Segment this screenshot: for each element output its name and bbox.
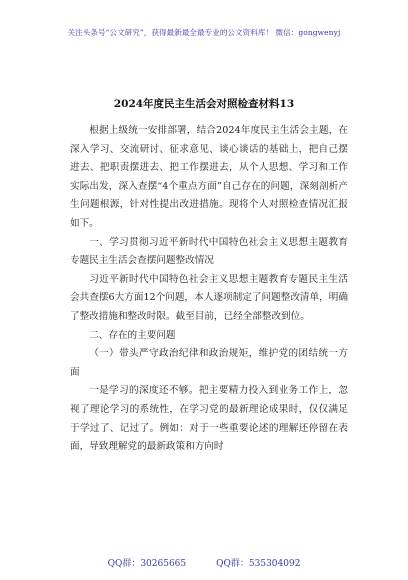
document-body — [70, 122, 348, 457]
paragraph-rectification: 习近平新时代中国特色社会主义思想主题教育专题民主生活会共查摆6大方面12个问题，本人逐项制定了问题整改清单，明确了整改措施和整改时限。截至目前，已经全部整改到位。 — [70, 273, 348, 322]
section-heading-1: 一、学习贯彻习近平新时代中国特色社会主义思想主题教育专题民主生活会查摆问题整改情况 — [70, 236, 348, 267]
paragraph-intro: 根据上级统一安排部署，结合2024年度民主生活会主题，在深入学习、交流研讨、征求意见、谈心谈话的基础上，把自己摆进去、把职责摆进去、把工作摆进去，从个人思想、学习和工作实际出发，深入查摆“4个重点方面”自己存在的问题，深刻剖析产生问题根源，针对性提出改进措施。现将个人对照检查情况汇报如下。 — [70, 125, 348, 229]
footer — [0, 556, 408, 569]
footer-qq-group-1: QQ群：30265665 — [107, 559, 187, 569]
paragraph-problem-1: 一是学习的深度还不够。把主要精力投入到业务工作上，忽视了理论学习的系统性，在学习党的最新理论成果时，仅仅满足于学过了、记过了。例如：对于一些重要论述的理解还停留在表面，导致理解党的最新政策和方向时 — [70, 385, 348, 453]
footer-qq-group-2: QQ群：535304092 — [216, 559, 301, 569]
subsection-heading-1: （一）带头严守政治纪律和政治规矩，维护党的团结统一方面 — [70, 348, 348, 378]
document-title: 2024年度民主生活会对照检查材料13 — [113, 98, 295, 110]
section-heading-2: 二、存在的主要问题 — [89, 329, 176, 341]
header-note: 关注头条号“公文研究”，获得最新最全最专业的公文资料库！ 微信：gongwenyj — [67, 28, 341, 37]
